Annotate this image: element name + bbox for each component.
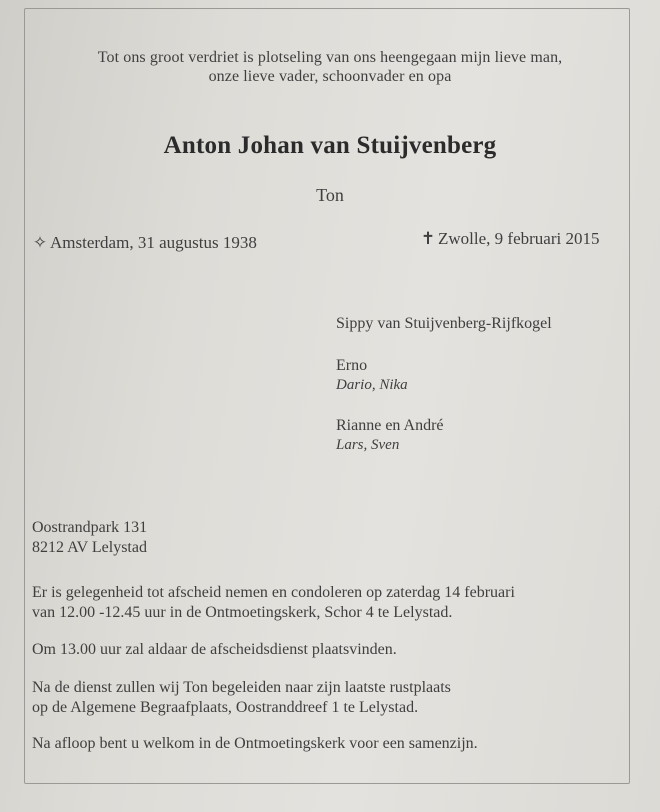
grandchildren-2: Lars, Sven (336, 437, 400, 453)
birth-text: Amsterdam, 31 augustus 1938 (50, 233, 257, 252)
info-paragraph-1-line-1: Er is gelegenheid tot afscheid nemen en condoleren op zaterdag 14 februari (32, 584, 515, 601)
birth-line (32, 233, 257, 252)
info-paragraph-3-line-1: Na de dienst zullen wij Ton begeleiden naar zijn laatste rustplaats (32, 679, 451, 696)
death-text: Zwolle, 9 februari 2015 (438, 229, 600, 248)
deceased-name: Anton Johan van Stuijvenberg (163, 132, 497, 159)
info-paragraph-4: Na afloop bent u welkom in de Ontmoetingskerk voor een samenzijn. (32, 735, 478, 752)
star-icon: ✧ (32, 233, 48, 252)
info-paragraph-1-line-2: van 12.00 -12.45 uur in de Ontmoetingskerk, Schor 4 te Lelystad. (32, 604, 453, 621)
address-line-2: 8212 AV Lelystad (32, 539, 147, 556)
intro-line-1: Tot ons groot verdriet is plotseling van ons heengegaan mijn lieve man, (97, 49, 563, 66)
cross-icon: ✝ (420, 229, 436, 248)
card-border (24, 8, 630, 784)
info-paragraph-3-line-2: op de Algemene Begraafplaats, Oostranddreef 1 te Lelystad. (32, 699, 419, 716)
intro-line-2: onze lieve vader, schoonvader en opa (208, 68, 452, 85)
nickname: Ton (316, 185, 344, 205)
info-paragraph-2: Om 13.00 uur zal aldaar de afscheidsdienst plaatsvinden. (32, 641, 397, 658)
address-line-1: Oostrandpark 131 (32, 519, 148, 536)
child-1-name: Erno (336, 357, 368, 374)
child-2-name: Rianne en André (336, 417, 444, 434)
spouse-name: Sippy van Stuijvenberg-Rijfkogel (336, 315, 552, 332)
death-line (420, 229, 599, 248)
grandchildren-1: Dario, Nika (336, 377, 408, 393)
